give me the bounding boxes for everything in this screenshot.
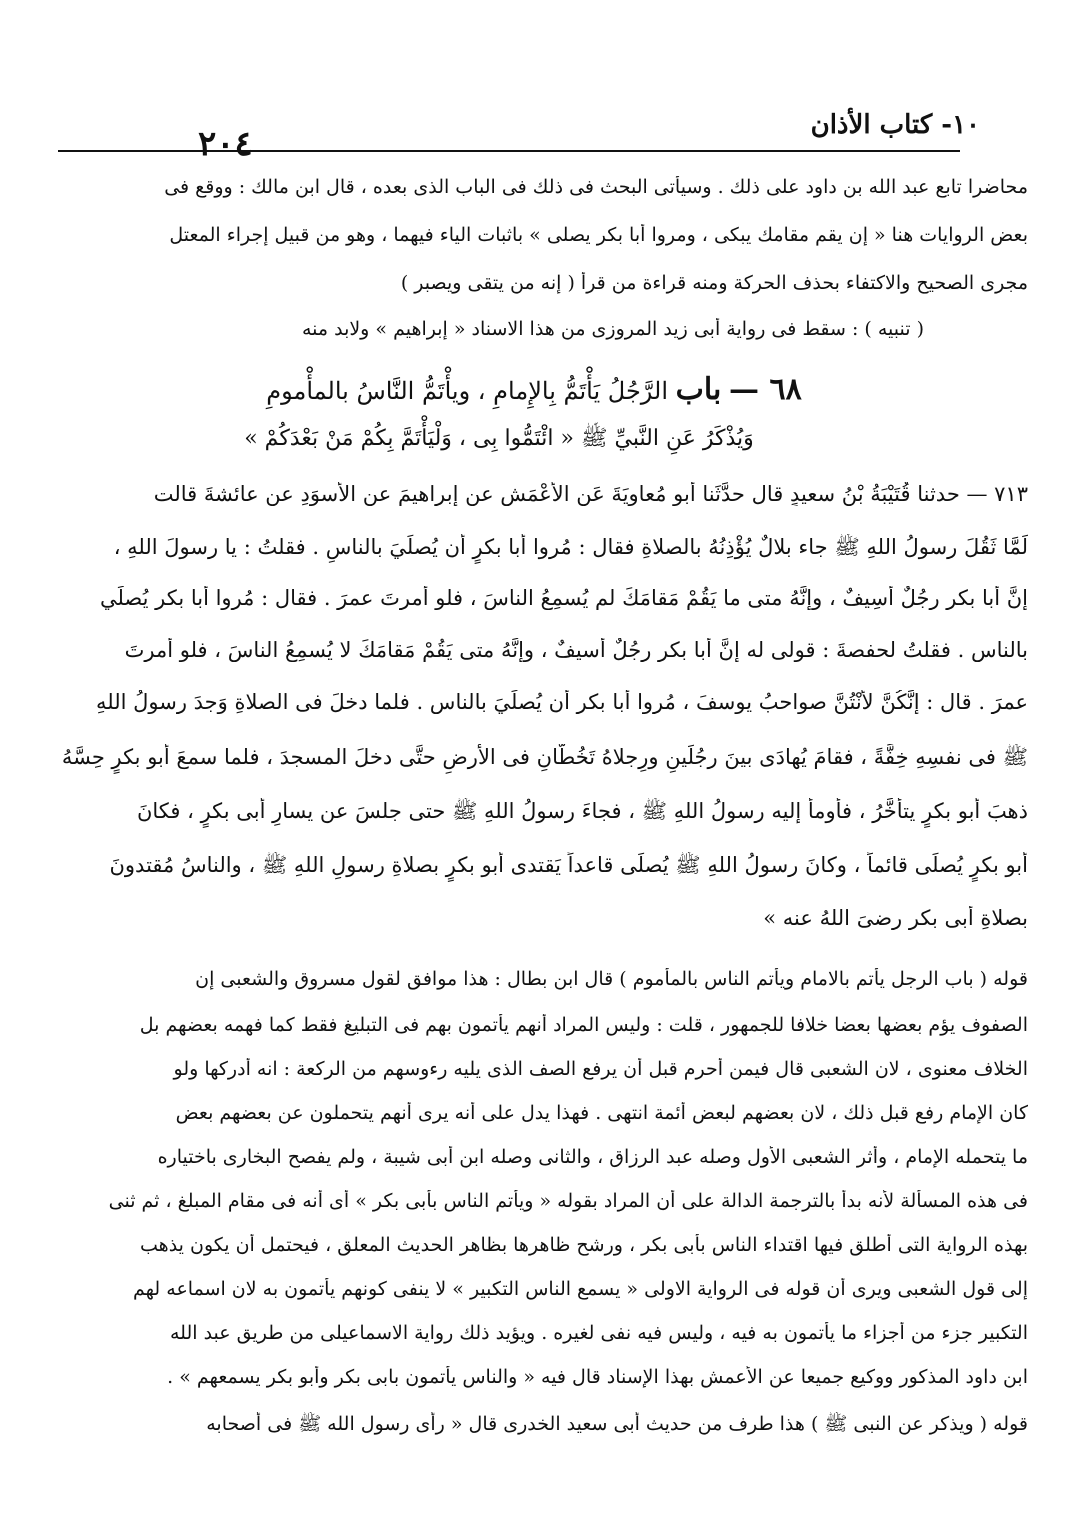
commentary-line: قوله ( ويذكر عن النبى ﷺ ) هذا طرف من حديث أبى سعيد الخدرى قال « رأى رسول الله ﷺ فى أصحابه — [206, 1413, 1028, 1435]
commentary-line: ما يتحمله الإمام ، وأثر الشعبى الأول وصله عبد الرزاق ، والثانى وصله ابن أبى شيبة ، ولم يفصح البخارى باختياره — [157, 1146, 1028, 1168]
commentary-line: قوله ( باب الرجل يأتم بالامام ويأتم الناس بالمأموم ) قال ابن بطال : هذا موافق لقول مسروق والشعبى إن — [195, 968, 1028, 990]
intro-line: بعض الروايات هنا « إن يقم مقامك يبكى ، ومروا أبا بكر يصلى » باثبات الياء فيهما ، وهو من قبيل إجراء المعتل — [169, 224, 1028, 246]
page-number: ٢٠٤ — [198, 124, 253, 164]
page-header — [58, 102, 980, 164]
intro-line: محاضرا تابع عبد الله بن داود على ذلك . وسيأتى البحث فى ذلك فى الباب الذى بعده ، قال ابن مالك : ووقع فى — [164, 176, 1028, 198]
tanbih-line: ( تنبيه ) : سقط فى رواية أبى زيد المروزى من هذا الاسناد « إبراهيم » ولابد منه — [301, 318, 924, 340]
running-title: ١٠- كتاب الأذان — [810, 110, 980, 140]
chapter-subtitle: وَيُذْكَرُ عَنِ النَّبيِّ ﷺ « ائْتَمُّوا بِى ، وَلْيَأْتَمَّ بِكُمْ مَنْ بَعْدَكُمْ » — [244, 426, 754, 451]
commentary-line: إلى قول الشعبى ويرى أن قوله فى الرواية الاولى « يسمع الناس التكبير » لا ينفى كونهم يأتمون به لان اسماعه لهم — [133, 1278, 1028, 1300]
chapter-word: باب — [675, 372, 722, 407]
hadith-line: أبو بكرٍ يُصلِّى قائماً ، وكانَ رسولُ اللهِ ﷺ يُصلِّى قاعداً يَقتدى أبو بكرٍ بصلاةِ رسولِ اللهِ ﷺ ، والناسُ مُقتدونَ — [109, 853, 1028, 877]
intro-line: مجرى الصحيح والاكتفاء بحذف الحركة ومنه قراءة من قرأ ( إنه من يتقى ويصبر ) — [400, 272, 1028, 294]
commentary-line: التكبير جزء من أجزاء ما يأتمون به فيه ، وليس فيه نفى لغيره . ويؤيد ذلك رواية الاسماعيلى من طريق عبد الله — [170, 1322, 1028, 1344]
header-rule — [58, 150, 960, 152]
hadith-line: لَمَّا ثَقُلَ رسولُ اللهِ ﷺ جاء بلالٌ يُؤْذِنُهُ بالصلاةِ فقال : مُروا أَبا بكرٍ أن يُصلِّيَ بالناسِ . فقلتُ : يا رسولَ اللهِ ، — [113, 535, 1028, 559]
hadith-line: إنَّ أَبا بكرٍ رجُلٌ أَسِيفٌ ، وإِنَّهُ متى ما يَقُمْ مَقامَكَ لم يُسمِعُ الناسَ ، فلو أمرتَ عمرَ . فقال : مُروا أبا بكرٍ يُصلِّي — [99, 586, 1028, 610]
hadith-line: بالناسِ . فقلتُ لحفصةَ : قولى له إنَّ أبا بكرٍ رجُلٌ أسيفٌ ، وإِنَّهُ متى يَقُمْ مَقامَكَ لا يُسمِعُ الناسَ ، فلو أمرتَ — [124, 638, 1028, 662]
hadith-line: عمرَ . قال : إِنَّكُنَّ لأَنْتُنَّ صواحبُ يوسفَ ، مُروا أبا بكرٍ أن يُصلِّيَ بالناسِ . فلما دخلَ فى الصلاةِ وَجدَ رسولُ اللهِ — [96, 690, 1028, 714]
hadith-line: بصلاةِ أبى بكرٍ رضىَ اللهُ عنه » — [763, 906, 1028, 930]
hadith-line: ٧١٣ — حدثنا قُتَيْبَةُ بْنُ سعيدٍ قال حدَّثَنا أَبو مُعاوِيَةَ عَنِ الأَعْمَشِ عن إبراهيمَ عنِ الأسوَدِ عن عائشةَ قالت — [153, 482, 1028, 506]
chapter-title: الرَّجُلُ يَأْتَمُّ بِالإِمامِ ، ويأْتَمُّ النَّاسُ بالمأْمومِ — [266, 377, 669, 405]
hadith-line: ﷺ فى نفسِهِ خِفَّةً ، فقامَ يُهادَى بينَ رجُلَينِ ورِجلاهُ تَخُطَّانِ فى الأرضِ حتَّى دخلَ المسجدَ ، فلما سمعَ أبو بكرٍ حِسَّهُ — [61, 745, 1028, 769]
chapter-number: ٦٨ — — [729, 372, 802, 407]
commentary-line: فى هذه المسألة لأنه بدأ بالترجمة الدالة على أن المراد بقوله « ويأتم الناس بأبى بكر » أى أنه فى مقام المبلغ ، ثم ثنى — [108, 1190, 1028, 1212]
commentary-line: بهذه الرواية التى أطلق فيها اقتداء الناس بأبى بكر ، ورشح ظاهرها بظاهر الحديث المعلق ، فيحتمل أن يكون يذهب — [140, 1234, 1028, 1256]
chapter-heading — [154, 372, 914, 407]
commentary-line: الصفوف يؤم بعضها بعضا خلافا للجمهور ، قلت : وليس المراد أنهم يأتمون بهم فى التبليغ فقط كما فهمه بعضهم بل — [139, 1014, 1028, 1036]
commentary-line: كان الإمام رفع قبل ذلك ، لان بعضهم لبعض أئمة انتهى . فهذا يدل على أنه يرى أنهم يتحملون عن بعضهم بعض — [175, 1102, 1028, 1124]
commentary-line: الخلاف معنوى ، لان الشعبى قال فيمن أحرم قبل أن يرفع الصف الذى يليه رءوسهم من الركعة : انه أدركها ولو — [173, 1058, 1028, 1080]
hadith-line: ذهبَ أبو بكرٍ يتأخَّرُ ، فأومأَ إليه رسولُ اللهِ ﷺ ، فجاءَ رسولُ اللهِ ﷺ حتى جلسَ عن يسارِ أبى بكرٍ ، فكانَ — [136, 799, 1028, 823]
commentary-line: ابن داود المذكور ووكيع جميعا عن الأعمش بهذا الإسناد قال فيه « والناس يأتمون بابى بكر وأبو بكر يسمعهم » . — [167, 1366, 1028, 1388]
